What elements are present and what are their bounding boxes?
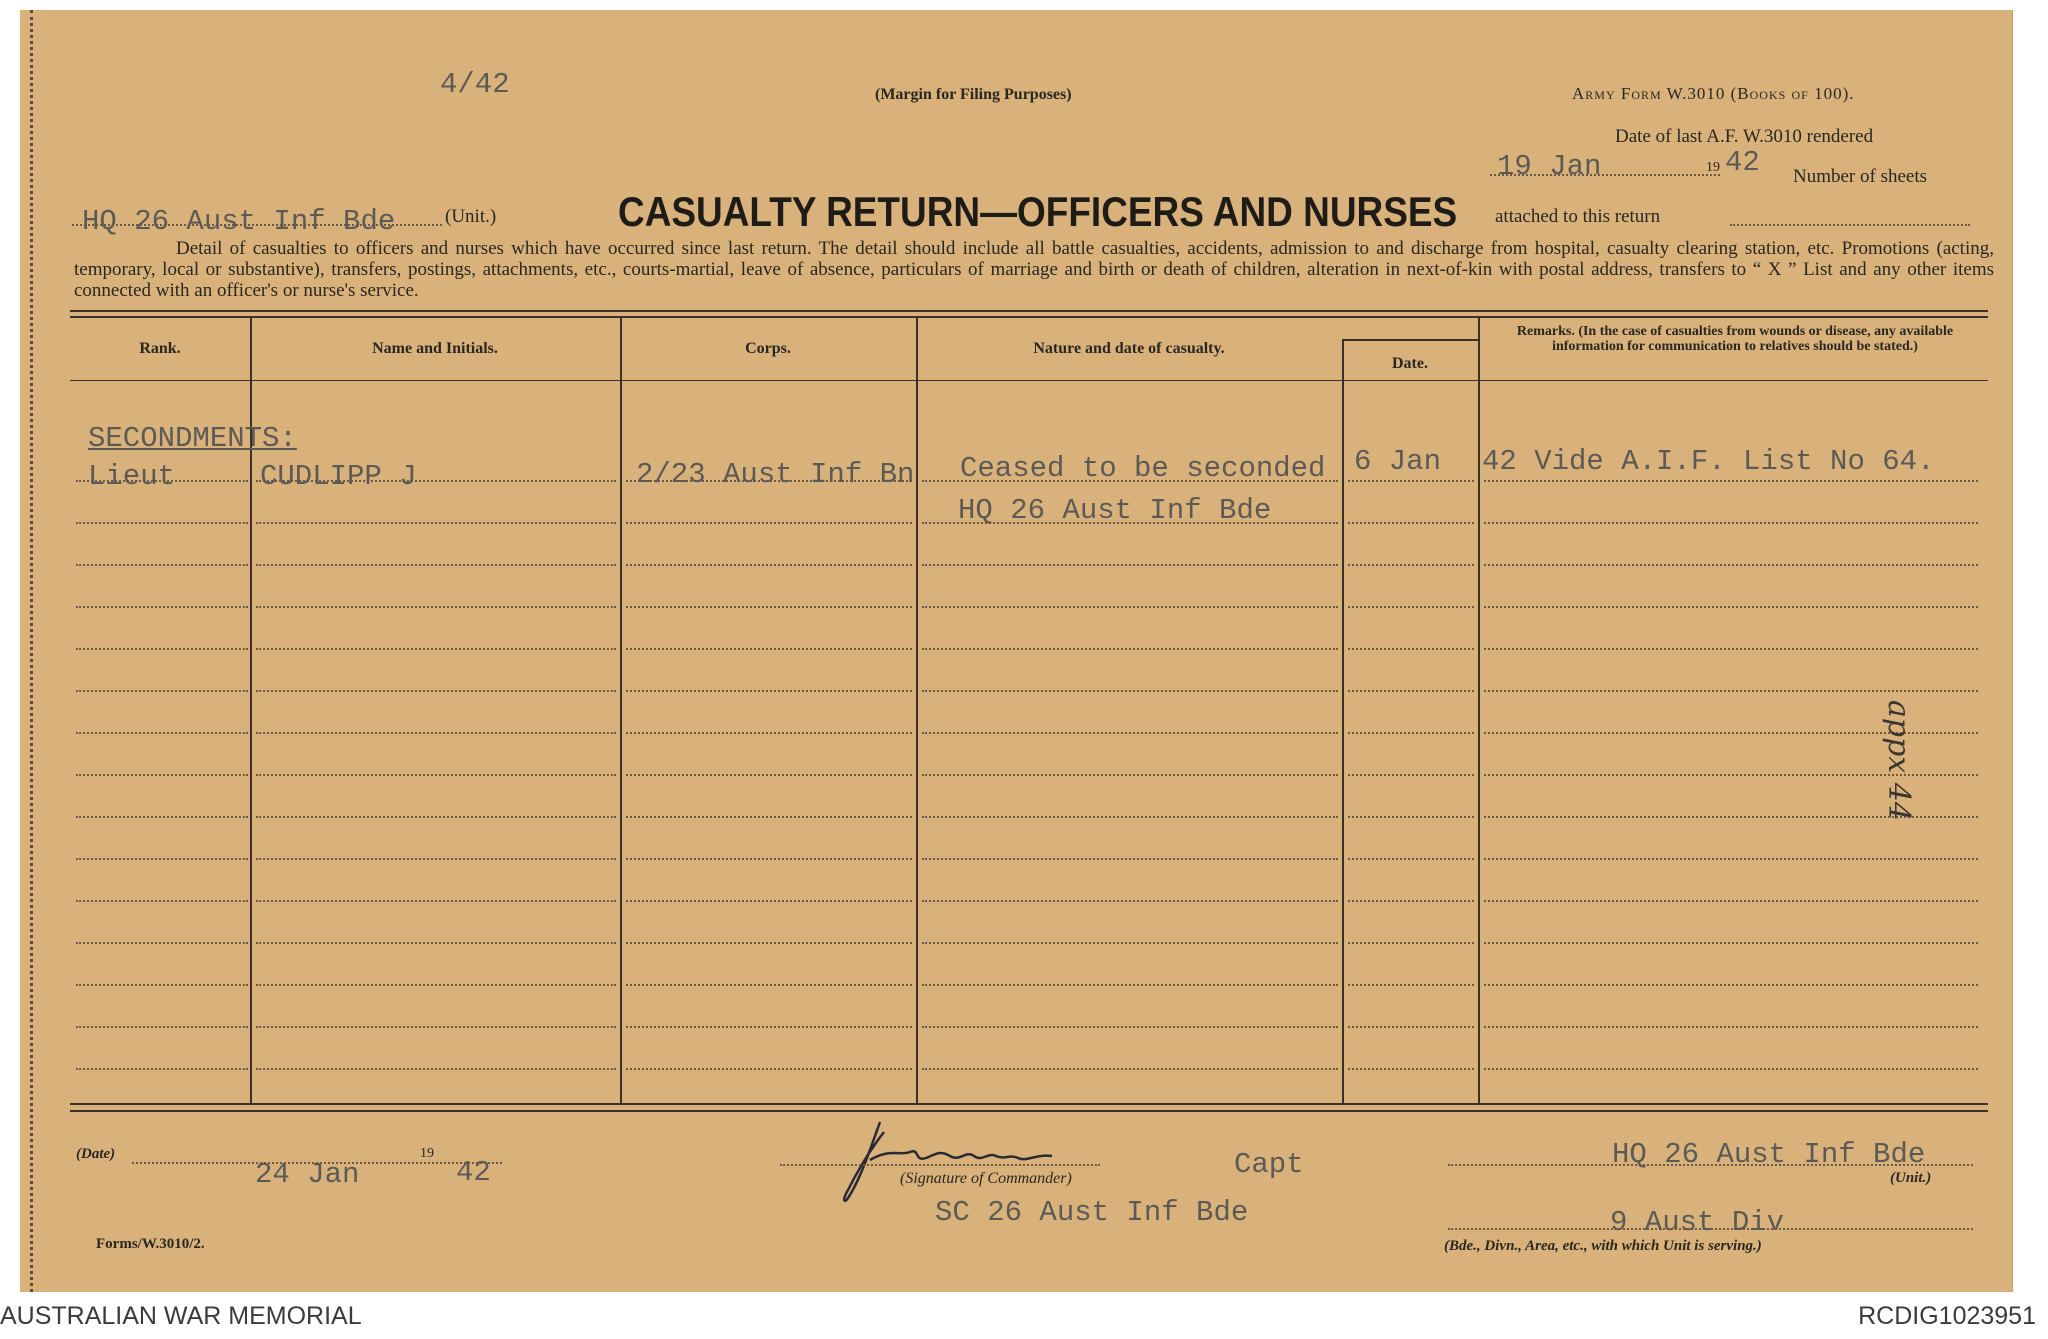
ruled-line <box>626 690 912 692</box>
ruled-line <box>1484 984 1978 986</box>
col-header-remarks: Remarks. (In the case of casualties from wounds or disease, any available information for communication to relatives should be stated.) <box>1516 324 1954 354</box>
ruled-line <box>256 984 616 986</box>
ruled-line <box>1348 690 1474 692</box>
col-header-date: Date. <box>1392 355 1428 372</box>
ruled-line <box>1484 564 1978 566</box>
ruled-line <box>1348 648 1474 650</box>
ruled-line <box>256 1068 616 1070</box>
ruled-line <box>1348 1026 1474 1028</box>
ruled-line <box>922 564 1338 566</box>
ruled-line <box>1348 984 1474 986</box>
ruled-line <box>922 984 1338 986</box>
detail-instructions: Detail of casualties to officers and nurses which have occurred since last return. The detail should include all battle casualties, accidents, admission to and discharge from hospital, casualty clearing station, etc. Promotions (acting, temporary, local or substantive), transfers, postings, attachments, etc., courts-martial, leave of absence, particulars of marriage and birth or death of children, alteration in next-of-kin with postal address, transfers to “ X ” List and any other items connected with an officer's or nurse's service. <box>74 238 1994 301</box>
ruled-line <box>76 1068 248 1070</box>
ruled-line <box>626 900 912 902</box>
ruled-line <box>922 816 1338 818</box>
ruled-line <box>1484 900 1978 902</box>
division-value: 9 Aust Div <box>1610 1206 1785 1239</box>
ruled-line <box>76 690 248 692</box>
ruled-line <box>1484 648 1978 650</box>
ruled-line <box>922 732 1338 734</box>
header-bottom-rule <box>70 380 1988 381</box>
ruled-line <box>256 858 616 860</box>
ruled-line <box>1348 774 1474 776</box>
row-remarks: 42 Vide A.I.F. List No 64. <box>1482 445 1935 478</box>
row-nature-line2: HQ 26 Aust Inf Bde <box>958 494 1272 527</box>
footer-unit-value: HQ 26 Aust Inf Bde <box>1612 1138 1926 1171</box>
ruled-line <box>76 942 248 944</box>
footer-unit-label: (Unit.) <box>1890 1170 1932 1186</box>
ruled-line <box>626 858 912 860</box>
credit-record-id: RCDIG1023951 <box>1858 1302 2036 1330</box>
ruled-line <box>76 522 248 524</box>
ruled-line <box>1348 900 1474 902</box>
ruled-line <box>256 1026 616 1028</box>
ruled-line <box>626 648 912 650</box>
row-corps: 2/23 Aust Inf Bn <box>636 458 915 491</box>
section-heading: SECONDMENTS: <box>88 422 297 455</box>
ruled-line <box>256 900 616 902</box>
col-divider-4 <box>1342 339 1344 1103</box>
ruled-line <box>922 900 1338 902</box>
ruled-line <box>1348 606 1474 608</box>
row-rank: Lieut <box>88 460 176 493</box>
ruled-line <box>626 564 912 566</box>
ruled-line <box>1348 858 1474 860</box>
margin-note: (Margin for Filing Purposes) <box>875 86 1072 103</box>
ruled-line <box>1484 1026 1978 1028</box>
ruled-line <box>1484 480 1978 482</box>
ruled-line <box>626 522 912 524</box>
col-divider-3 <box>916 317 918 1103</box>
ruled-line <box>1348 522 1474 524</box>
row-name: CUDLIPP J <box>260 460 417 493</box>
ruled-line <box>256 816 616 818</box>
forms-code: Forms/W.3010/2. <box>96 1236 205 1252</box>
ruled-line <box>76 984 248 986</box>
signature-line <box>780 1164 1100 1166</box>
ruled-line <box>626 1026 912 1028</box>
ruled-line <box>626 984 912 986</box>
signature-label: (Signature of Commander) <box>900 1170 1072 1187</box>
ruled-line <box>76 606 248 608</box>
perforation-edge <box>30 10 33 1292</box>
ruled-line <box>1348 480 1474 482</box>
ruled-line <box>76 648 248 650</box>
date-header-rule <box>1342 339 1478 341</box>
footer-year-prefix: 19 <box>420 1146 434 1161</box>
filing-number: 4/42 <box>440 68 510 101</box>
ruled-line <box>922 648 1338 650</box>
unit-label: (Unit.) <box>445 206 497 227</box>
number-of-sheets-label: Number of sheets <box>1793 166 1928 187</box>
ruled-line <box>1484 690 1978 692</box>
ruled-line <box>922 858 1338 860</box>
ruled-line <box>1348 732 1474 734</box>
ruled-line <box>256 732 616 734</box>
footer-date-label: (Date) <box>76 1146 116 1162</box>
signature-unit: SC 26 Aust Inf Bde <box>935 1196 1249 1229</box>
casualty-return-form <box>20 10 2013 1292</box>
ruled-line <box>76 774 248 776</box>
table-bottom-rule <box>70 1103 1988 1105</box>
col-header-corps: Corps. <box>745 340 791 357</box>
ruled-line <box>626 606 912 608</box>
footer-year-value: 42 <box>456 1156 491 1189</box>
ruled-line <box>256 942 616 944</box>
ruled-line <box>922 1068 1338 1070</box>
attached-label: attached to this return <box>1495 206 1661 227</box>
date-last-year: 42 <box>1725 146 1760 179</box>
ruled-line <box>1484 522 1978 524</box>
ruled-line <box>626 816 912 818</box>
table-top-rule <box>70 310 1988 312</box>
ruled-line <box>1348 942 1474 944</box>
division-label: (Bde., Divn., Area, etc., with which Unit is serving.) <box>1444 1238 1762 1254</box>
ruled-line <box>922 942 1338 944</box>
col-header-name: Name and Initials. <box>372 340 498 357</box>
ruled-line <box>76 1026 248 1028</box>
ruled-line <box>922 1026 1338 1028</box>
army-form-number: Army Form W.3010 (Books of 100). <box>1572 84 1855 103</box>
ruled-line <box>256 564 616 566</box>
ruled-line <box>76 900 248 902</box>
date-last-year-prefix: 19 <box>1706 160 1720 175</box>
row-nature-line1: Ceased to be seconded <box>960 452 1326 485</box>
ruled-line <box>1348 816 1474 818</box>
ruled-line <box>256 690 616 692</box>
ruled-line <box>1348 1068 1474 1070</box>
signature-rank: Capt <box>1234 1148 1304 1181</box>
ruled-line <box>256 522 616 524</box>
col-divider-5 <box>1478 317 1480 1103</box>
ruled-line <box>922 690 1338 692</box>
date-last-value: 19 Jan <box>1497 150 1602 183</box>
ruled-line <box>626 774 912 776</box>
col-header-nature: Nature and date of casualty. <box>1033 340 1225 357</box>
ruled-line <box>1484 606 1978 608</box>
ruled-line <box>76 732 248 734</box>
ruled-line <box>626 732 912 734</box>
ruled-line <box>1484 858 1978 860</box>
col-header-rank: Rank. <box>139 340 181 357</box>
ruled-line <box>626 942 912 944</box>
ruled-line <box>256 774 616 776</box>
ruled-line <box>256 648 616 650</box>
ruled-line <box>626 1068 912 1070</box>
col-divider-2 <box>620 317 622 1103</box>
margin-annotation: appx 44 <box>1881 700 1916 821</box>
date-last-label: Date of last A.F. W.3010 rendered <box>1615 126 1874 147</box>
ruled-line <box>76 858 248 860</box>
unit-value: HQ 26 Aust Inf Bde <box>82 205 396 238</box>
attached-line <box>1730 224 1970 226</box>
ruled-line <box>256 606 616 608</box>
ruled-line <box>76 564 248 566</box>
table-top-rule-2 <box>70 316 1988 318</box>
form-title: CASUALTY RETURN—OFFICERS AND NURSES <box>618 188 1458 235</box>
ruled-line <box>922 774 1338 776</box>
footer-date-value: 24 Jan <box>255 1158 360 1191</box>
ruled-line <box>1348 564 1474 566</box>
ruled-line <box>1484 942 1978 944</box>
ruled-line <box>922 606 1338 608</box>
credit-institution: AUSTRALIAN WAR MEMORIAL <box>0 1302 362 1330</box>
ruled-line <box>76 816 248 818</box>
row-date: 6 Jan <box>1354 445 1442 478</box>
ruled-line <box>1484 1068 1978 1070</box>
